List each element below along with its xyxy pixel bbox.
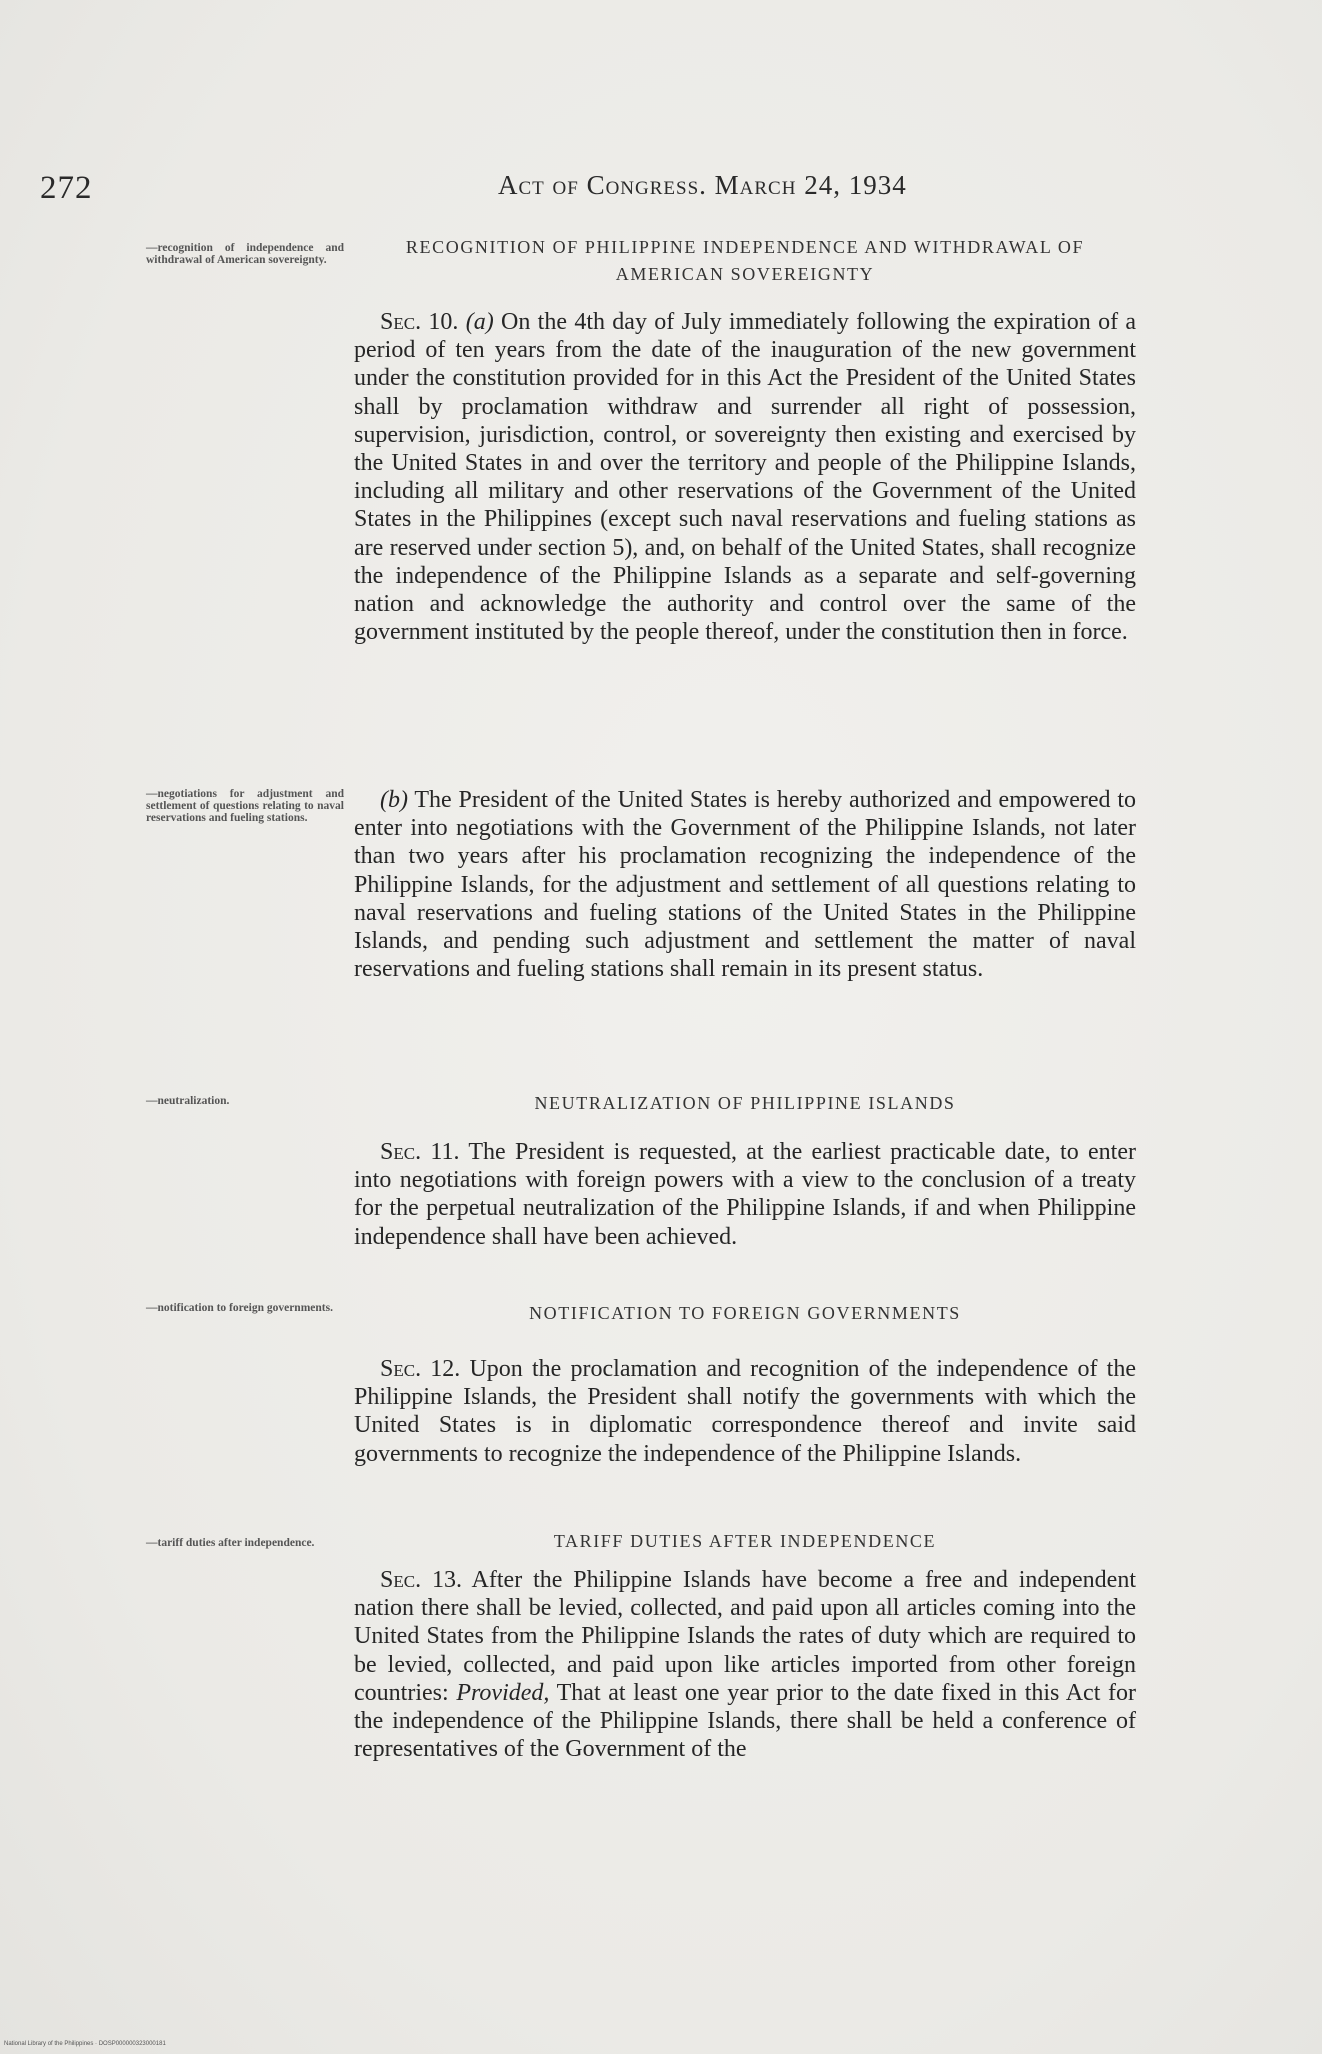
provided-word: Provided, [456,1679,550,1706]
section-text: Upon the proclamation and recognition of the independence of the Philippine Islands, the President shall notify the governments with which the United States is in diplomatic correspondence thereof and invite said governments to recognize the independence of the Philippine Islands. [354,1356,1137,1467]
margin-note-notification: —notification to foreign governments. [146,1302,333,1314]
section-10-paragraph-b [354,786,1136,983]
section-11 [354,1138,1136,1251]
page-number: 272 [40,170,93,206]
section-text: That at least one year prior to the date fixed in this Act for the independence of the Philippine Islands, there shall be held a conference of representatives of the Government of the [354,1679,1137,1763]
section-text: After the Philippine Islands have become a free and independent nation there shall be levied, collected, and paid upon all articles coming into the United States from the Philippine Islands the rates of duty which are required to be levied, collected, and paid upon like articles imported from other foreign countries: [354,1567,1136,1706]
section-heading-neutralization: NEUTRALIZATION OF PHILIPPINE ISLANDS [534,1093,956,1113]
section-text: The President of the United States is hereby authorized and empowered to enter into negotiations with the Government of the Philippine Islands, not later than two years after his proclamation recognizing the independence of the Philippine Islands, for the adjustment and settlement of all questions relating to naval reservations and fueling stations of the United States in the Philippine Islands, and pending such adjustment and settlement the matter of naval reservations and fueling stations shall remain in its present status. [354,787,1136,983]
section-text: On the 4th day of July immediately following the expiration of a period of ten years from the date of the inauguration of the new government under the constitution provided for in this Act the President of the United States shall by proclamation withdraw and surrender all right of possession, supervision, jurisdiction, control, or sovereignty then existing and exercised by the United States in and over the territory and people of the Philippine Islands, including all military and other reservations of the Government of the United States in the Philippines (except such naval reservations and fueling stations as are reserved under section 5), and, on behalf of the United States, shall recognize the independence of the Philippine Islands as a separate and self-governing nation and acknowledge the authority and control over the same of the government instituted by the people thereof, under the constitution then in force. [354,309,1137,646]
section-label: Sec. 11. [380,1139,460,1165]
section-heading-notification: NOTIFICATION TO FOREIGN GOVERNMENTS [529,1303,961,1323]
margin-note-recognition: —recognition of independence and withdrawal of American sovereignty. [146,242,344,266]
section-13 [354,1566,1136,1763]
section-text: The President is requested, at the earliest practicable date, to enter into negotiations with foreign powers with a view to the conclusion of a treaty for the perpetual neutralization of the Philippine Islands, if and when Philippine independence shall have been achieved. [354,1139,1136,1250]
margin-note-neutralization: —neutralization. [146,1095,230,1107]
footer-credit: National Library of the Philippines · DOSP000000323000181 [4,2041,166,2047]
section-label: Sec. 13. [380,1567,462,1593]
running-head: Act of Congress. March 24, 1934 [498,170,907,200]
section-10-paragraph-a [354,308,1136,646]
margin-note-negotiations: —negotiations for adjustment and settlement of questions relating to naval reservations and fueling stations. [146,788,344,824]
section-12 [354,1355,1136,1468]
subsection-mark: (a) [465,309,494,335]
section-heading-recognition: RECOGNITION OF PHILIPPINE INDEPENDENCE AND WITHDRAWAL OF AMERICAN SOVEREIGNTY [405,237,1085,284]
section-label: Sec. 10. [380,309,459,335]
subsection-mark: (b) [380,787,408,813]
section-label: Sec. 12. [380,1356,461,1382]
section-heading-tariff: TARIFF DUTIES AFTER INDEPENDENCE [553,1531,937,1551]
margin-note-tariff: —tariff duties after independence. [146,1537,315,1549]
